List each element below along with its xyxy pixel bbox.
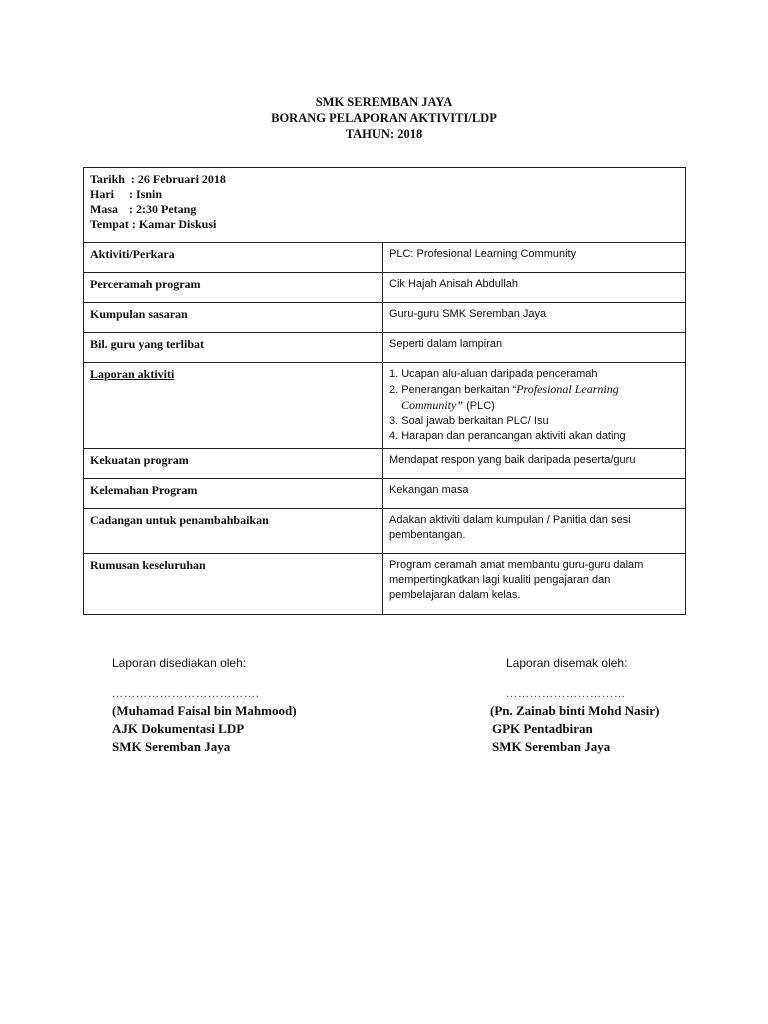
meta-row [84,168,686,243]
cadangan-line2: pembentangan. [389,529,466,541]
cadangan-line1: Adakan aktiviti dalam kumpulan / Panitia dan sesi [389,514,631,526]
tempat-label: Tempat [90,217,129,231]
form-year: TAHUN: 2018 [345,127,423,141]
item2-italic-a: Profesional Learning [516,382,619,396]
item2-suffix: (PLC) [463,400,495,412]
rumusan-label: Rumusan keseluruhan [84,554,383,615]
preparer-org: SMK Seremban Jaya [112,739,231,754]
activity-list [389,367,679,444]
school-name: SMK SEREMBAN JAYA [315,95,453,109]
laporan-value [383,363,686,449]
kekuatan-value: Mendapat respon yang baik daripada peserta/guru [383,449,686,479]
aktiviti-label: Aktiviti/Perkara [84,243,383,273]
kekuatan-label: Kekuatan program [84,449,383,479]
checked-by-label: Laporan disemak oleh: [506,656,628,670]
laporan-cell [84,363,383,449]
rumusan-line3: pembelajaran dalam kelas. [389,589,521,601]
form-title: BORANG PELAPORAN AKTIVITI/LDP [271,111,497,125]
hari-value: : Isnin [129,187,163,201]
list-item [389,382,679,414]
signature-line: ………………………… [506,688,626,700]
cadangan-value [383,509,686,554]
signature-checked-by [490,656,659,756]
prepared-by-label: Laporan disediakan oleh: [112,656,247,670]
aktiviti-value: PLC: Profesional Learning Community [383,243,686,273]
table-row [84,509,686,554]
rumusan-line1: Program ceramah amat membantu guru-guru dalam [389,559,644,571]
table-row [84,363,686,449]
table-row [84,449,686,479]
list-item: 1. Ucapan alu-aluan daripada penceramah [389,368,598,380]
hari-label: Hari [90,187,114,201]
item2-continuation [389,400,495,412]
sasaran-label: Kumpulan sasaran [84,303,383,333]
table-row [84,243,686,273]
penceramah-label: Perceramah program [84,273,383,303]
report-table [83,167,686,615]
rumusan-line2: mempertingkatkan lagi kualiti pengajaran dan [389,574,611,586]
meta-masa [90,202,679,217]
bil-guru-label: Bil. guru yang terlibat [84,333,383,363]
item2-italic-b: Community” [401,398,464,412]
signature-line: ………………………………. [112,688,260,700]
cadangan-label: Cadangan untuk penambahbaikan [84,509,383,554]
table-row [84,554,686,615]
rumusan-value [383,554,686,615]
tempat-value: : Kamar Diskusi [131,217,217,231]
sasaran-value: Guru-guru SMK Seremban Jaya [383,303,686,333]
tarikh-value: : 26 Februari 2018 [130,172,226,186]
meta-tempat [90,217,679,232]
tarikh-label: Tarikh [90,172,125,186]
table-row [84,273,686,303]
table-row [84,303,686,333]
kelemahan-value: Kekangan masa [383,479,686,509]
preparer-role: AJK Dokumentasi LDP [112,721,245,736]
checker-org: SMK Seremban Jaya [492,739,611,754]
masa-value: : 2:30 Petang [129,202,197,216]
table-row [84,479,686,509]
kelemahan-label: Kelemahan Program [84,479,383,509]
meta-tarikh [90,172,679,187]
item2-prefix: 2. Penerangan berkaitan “ [389,384,517,396]
masa-label: Masa [90,202,118,216]
bil-guru-value: Seperti dalam lampiran [383,333,686,363]
list-item: 4. Harapan dan perancangan aktiviti akan dating [389,430,626,442]
table-row [84,333,686,363]
meta-hari [90,187,679,202]
list-item: 3. Soal jawab berkaitan PLC/ Isu [389,415,549,427]
checker-role: GPK Pentadbiran [492,721,593,736]
meta-cell [84,168,686,243]
penceramah-value: Cik Hajah Anisah Abdullah [383,273,686,303]
document-header [0,94,768,142]
preparer-name: (Muhamad Faisal bin Mahmood) [112,703,297,718]
signature-prepared-by [112,656,297,756]
checker-name: (Pn. Zainab binti Mohd Nasir) [490,703,660,718]
laporan-label: Laporan aktiviti [90,367,175,381]
